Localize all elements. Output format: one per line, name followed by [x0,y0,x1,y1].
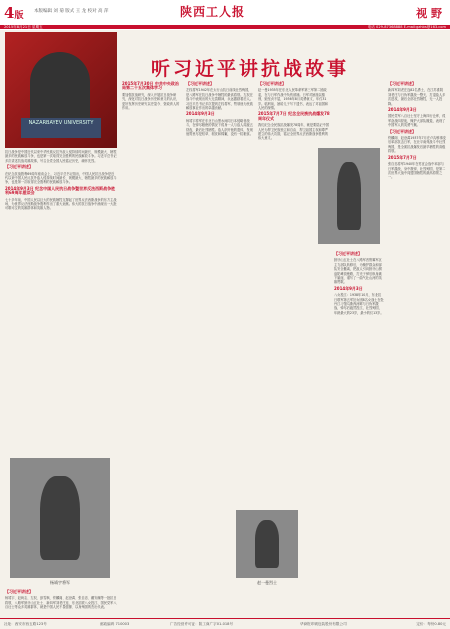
section-2-title: 2014年9月3日 纪念中国人民抗日战争暨世界反法西斯战争胜利69周年座谈会 [5,185,116,196]
col4-title-1: 【习近平讲述】 [258,81,286,86]
column-6 [388,80,446,610]
footer-license: 广告经营许可证：陕工商广字01-018号 [170,622,234,626]
footer-price: 定价：每份0.80元 [416,622,446,626]
leader-photo [5,32,117,148]
section-2-text: 七十多年前，中国人民以巨大的民族牺牲支撑起了世界反法西斯战争的东方主战场，为世界反法西斯战争胜利作出了重大贡献。伟大的抗日战争中涌现出一大批可歌可泣的英雄群体和英雄人物。 [5,197,117,211]
column-5 [334,250,384,610]
photo-sign-text: NAZARBAYEV UNIVERSITY [21,118,101,138]
section-label: 视 野 [416,7,442,20]
col6-text-3: 佟麟阁、赵登禹1937年7月在卢沟桥事变后率部抗击日军，在北平南苑战斗中壮烈殉国，是全面抗战爆发后最早牺牲的高级将领。 [388,136,446,154]
section-4-text: 要加强抗战研究，深入开展抗日战争研究，深化对抗日战争历史和意义的认识，更好发挥历史研究以史鉴今、资政育人的作用。 [122,92,180,111]
column-2 [122,80,182,610]
col5-text-1: 狼牙山五壮士在八路军晋察冀军区主力部队转移后，为掩护群众和部队安全撤离，把敌人引向狼牙山棋盘陀峰顶绝路，打光子弹后纵身跳下悬崖，谱写了一曲气壮山河的英雄赞歌。 [334,258,382,285]
lede: 抗日战争是中国近代以来中华民族反抗外敌入侵持续时间最长、规模最大、牺牲最多的民族解放斗争，也是第一次取得完全胜利的民族解放斗争。习近平总书记多次讲述抗战英雄故事，号召全党全国人民铭记历史，缅怀先烈。 [5,150,117,163]
col6-title-4: 2015年7月7日 [388,154,417,160]
soldier-photo [10,458,110,578]
col6-title-2: 2014年9月3日 [388,107,417,113]
col3-title-1: 【习近平讲述】 [186,81,214,86]
section-1-title: 【习近平讲述】 [5,164,33,170]
page-footer [0,618,450,629]
headline: 听习近平讲抗战故事 [150,58,349,80]
col6-text-2: 国民党军八百壮士坚守上海四行仓库，孤军奋战四昼夜，掩护大部队撤退，表现了中国军人的英勇气概。 [388,114,446,128]
editor-meta: 本版编辑 刘 菊 版式 王 龙 校对 高 萍 [34,9,109,14]
col6-text-1: 新四军刘老庄连82名勇士，在江苏淮阴刘老庄与日伪军激战一整天，打退敌人多次进攻，最后全部壮烈牺牲，无一人投降。 [388,88,446,106]
column-1 [5,150,117,460]
date-line: 2015年8月21日 星期五 [4,25,43,29]
masthead: 陕西工人报 [180,5,246,19]
col6-title-1: 【习近平讲述】 [388,81,416,86]
col4-text-1: 赵一曼1935年任东北人民革命军第三军第二团政委，在与日军作战中负伤被捕。日军对她施以酷刑，她坚贞不屈，1936年8月英勇就义，年仅31岁。临刑前，她给儿子写下遗书，表达了对祖国和人民的深情。 [258,88,329,111]
contact-line: 电话 029-87368888 E-mail:gzhbs@163.com [367,25,446,29]
photo-3-caption: 赵一曼烈士 [257,580,277,585]
photo-2-caption: 杨靖宇将军 [50,580,70,585]
col5-title-2: 2014年9月3日 [334,285,363,291]
section-3-title: 【习近平讲述】 [5,589,33,594]
page-header [0,0,450,30]
column-4 [258,80,330,500]
col4-text-2: 我们纪念全民族抗战爆发78周年，就是要铭记中国人民为捍卫民族独立和自由、捍卫祖国主权和尊严建立的伟大功勋，铭记全世界反法西斯战争胜利的伟大意义。 [258,123,329,141]
page-number: 4版 [4,4,24,22]
col3-text-1: 左权将军1942年在太行山抗日前线壮烈殉国，是八路军在抗日战争中牺牲的最高将领。左权在战斗中表现出的大无畏精神，永远激励着后人。习近平总书记多次提到左权将军，赞颂他为民族解放事业作出的卓越贡献。 [186,88,253,111]
column-1-bottom [5,588,117,616]
col3-text-2: 杨靖宇将军在东北白山黑水间同日本侵略者战斗，在弹尽粮绝的情况下孤身一人与敌人周旋五昼夜，最后壮烈牺牲。敌人剖开他的遗体，发现他胃里尽是枯草、树皮和棉絮，没有一粒粮食。 [186,118,253,137]
col5-title-1: 【习近平讲述】 [334,251,362,256]
section-3-text: 杨靖宇、赵尚志、左权、彭雪枫、佟麟阁、赵登禹、张自忠、戴安澜等一批抗日将领，八路军狼牙山五壮士、新四军刘老庄连、东北抗联八女投江、国民党军八百壮士等众多英雄群体，就是中国人民不畏强暴、以身殉国的杰出代表。 [5,596,117,610]
general-photo [318,148,380,244]
footer-postcode: 邮政编码 710003 [100,622,130,626]
martyr-photo [236,510,298,578]
header-rule [0,25,450,29]
col4-title-2: 2015年7月7日 纪念全民族抗战爆发78周年仪式 [258,111,330,121]
footer-address: 社址：西安市西五路123号 [4,622,47,626]
footer-printer: 华商报印刷包装股份有限公司 [300,622,347,626]
col3-title-2: 2014年9月3日 [186,111,215,117]
section-4-title: 2015年7月30日 中共中央政治局第二十五次集体学习 [122,81,179,91]
section-1-text: 在纪念抗战胜利69周年座谈会上，习近平总书记指出，中国人民抗日战争是近代以来中国人民反抗外敌入侵持续时间最长、规模最大、牺牲最多的民族解放斗争，也是第一次取得完全胜利的民族解放斗争。 [5,171,117,185]
col6-text-4: 张自忠将军1940年在枣宜会战中率部与日军激战，身中数弹，壮烈殉国，是第二次世界大战中同盟国牺牲的最高将领之一。 [388,162,446,180]
col6-title-3: 【习近平讲述】 [388,128,416,134]
column-3 [186,80,254,550]
col5-text-2: 八女投江：1938年10月，东北抗日联军第五军妇女团8名女战士在牡丹江刁翎乌斯浑河畔与日伪军激战，弹尽后毅然投江，壮烈殉国，年龄最大的23岁，最小的仅13岁。 [334,293,384,315]
